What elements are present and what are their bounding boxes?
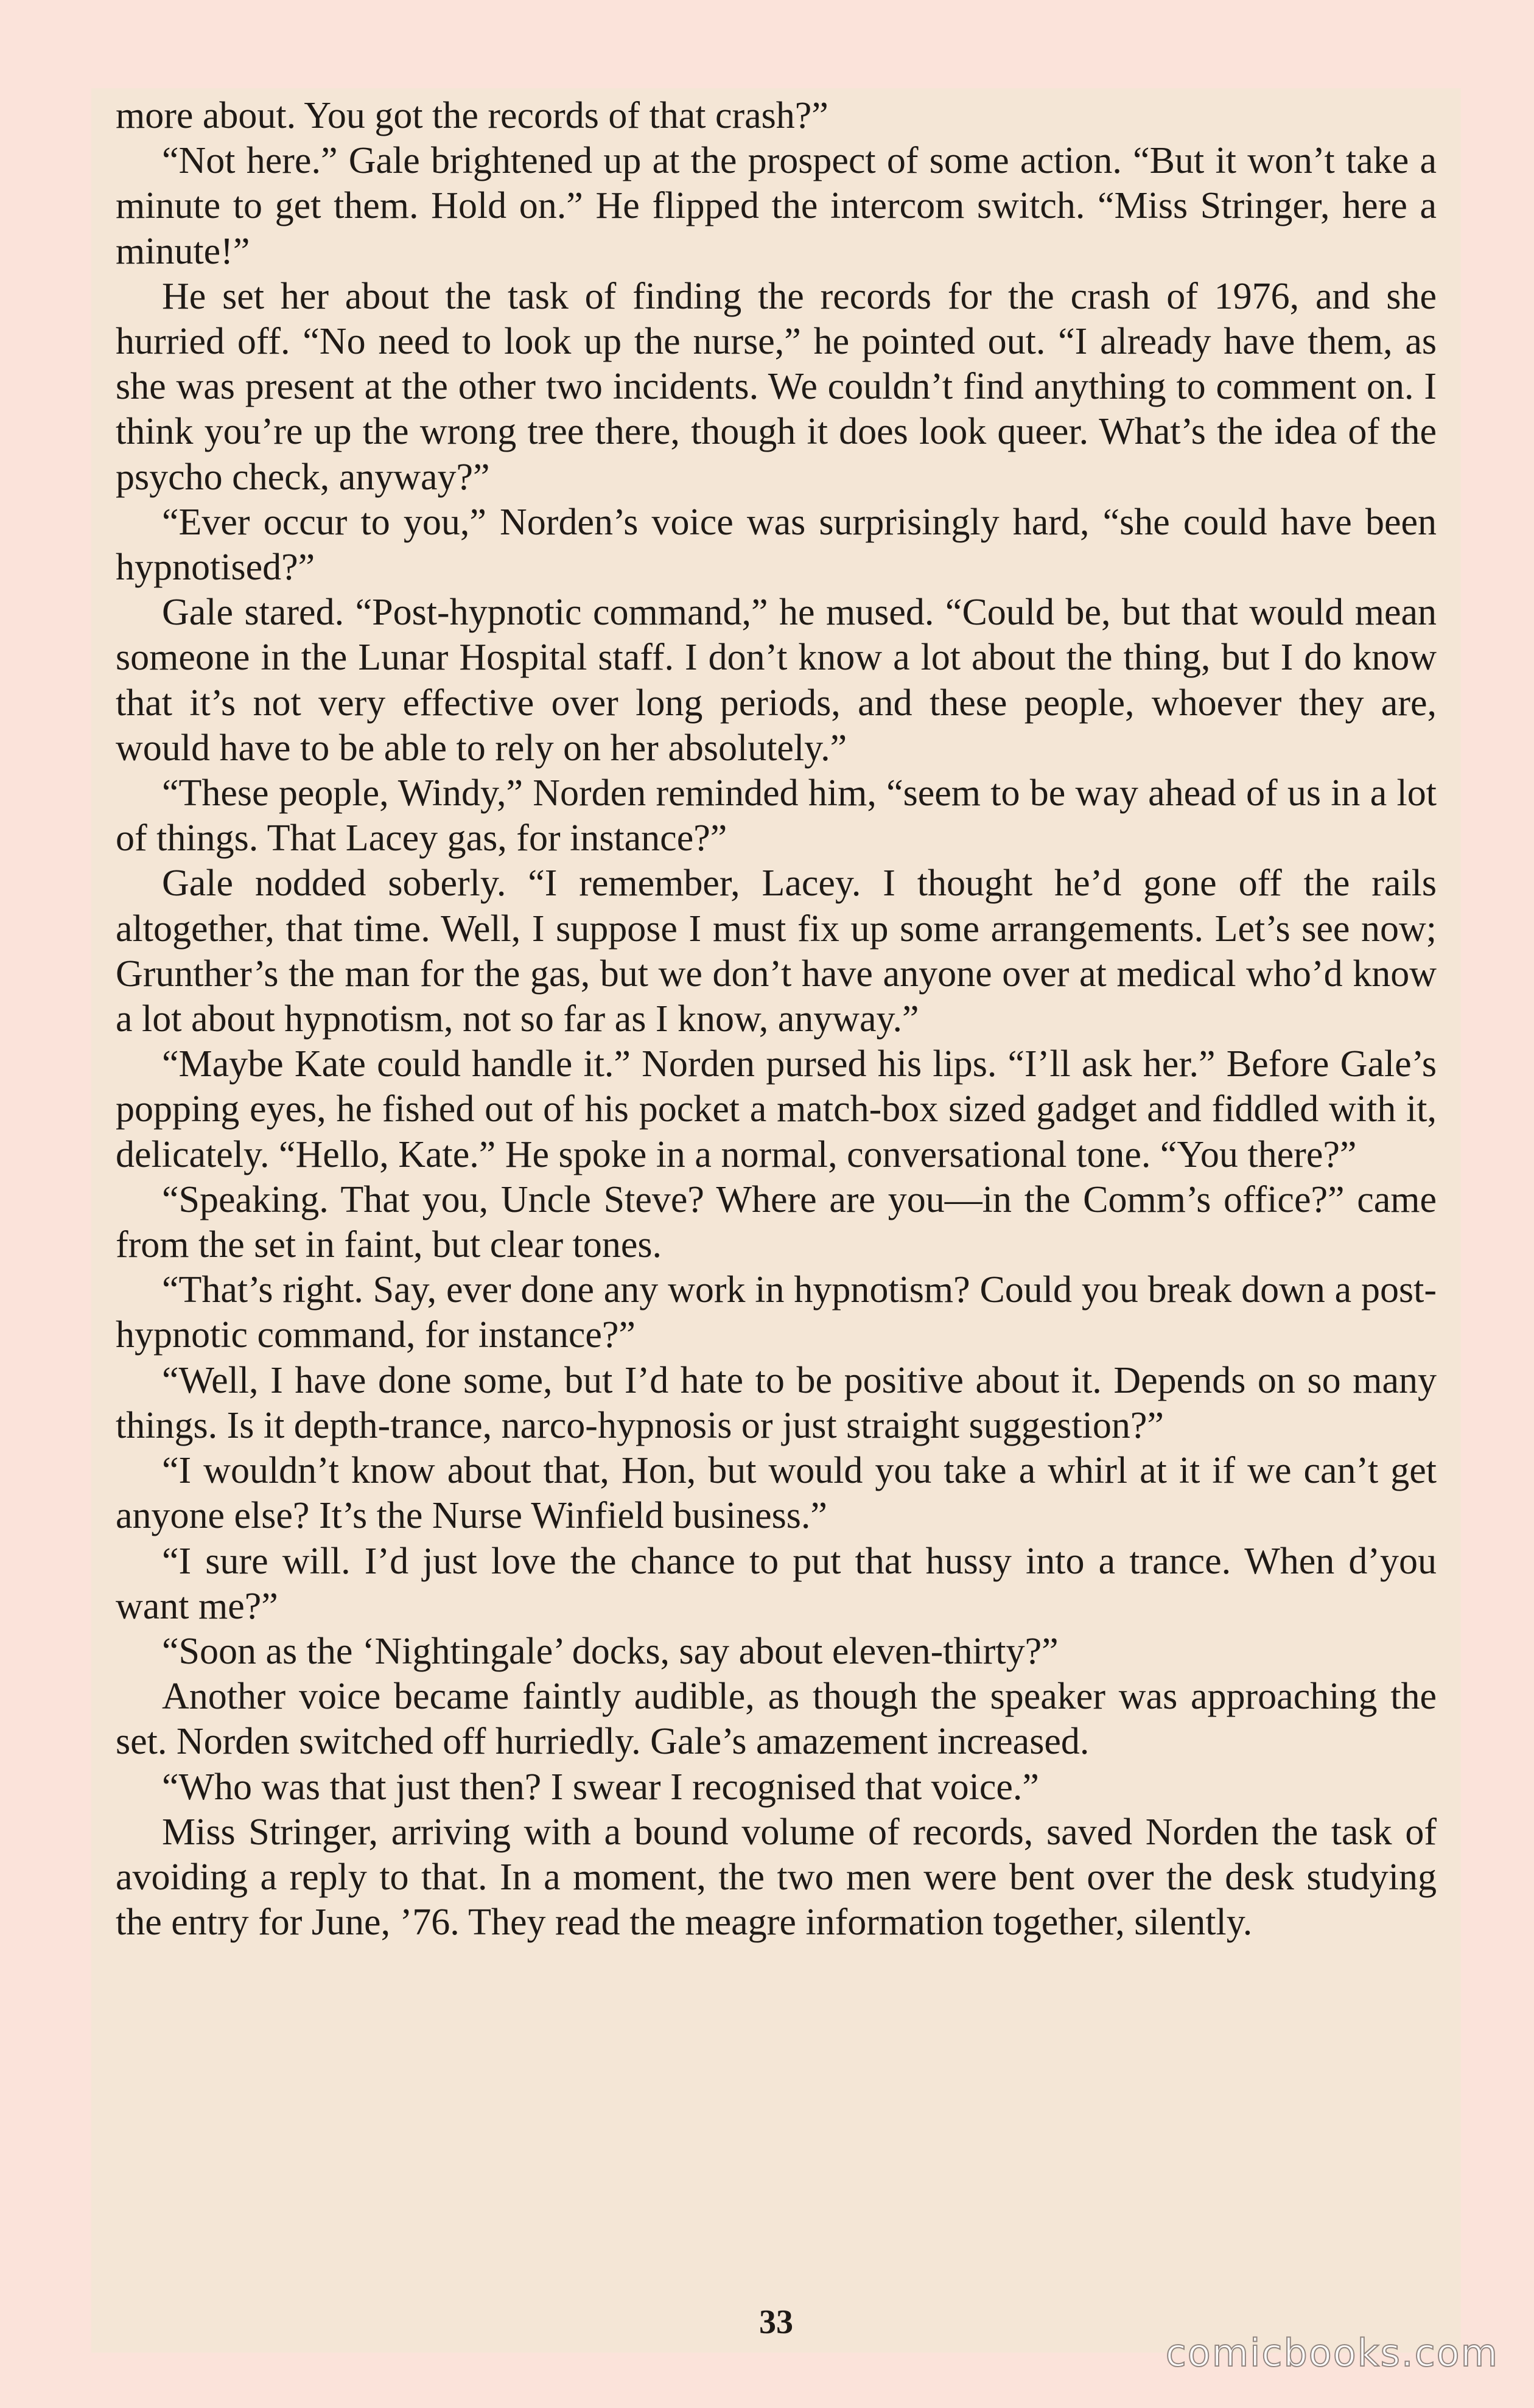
paragraph: He set her about the task of finding the records for the crash of 1976, and she hurried off. “No need to look up the nurse,” he pointed out. “I already have them, as she was present at the other two incidents. We couldn’t find anything to comment on. I think you’re up the wrong tree there, though it does look queer. What’s the idea of the psycho check, anyway?”	[116, 275, 1437, 498]
paragraph: “I wouldn’t know about that, Hon, but would you take a whirl at it if we can’t get anyone else? It’s the Nurse Winfield business.”	[116, 1450, 1437, 1537]
paragraph: “I sure will. I’d just love the chance to put that hussy into a trance. When d’you want me?”	[116, 1540, 1437, 1627]
paragraph: Gale stared. “Post-hypnotic command,” he mused. “Could be, but that would mean someone in the Lunar Hospital staff. I don’t know a lot about the thing, but I do know that it’s not very effective over long periods, and these people, whoever they are, would have to be able to rely on her absolutely.”	[116, 592, 1437, 769]
paragraph: “These people, Windy,” Norden reminded him, “seem to be way ahead of us in a lot of things. That Lacey gas, for instance?”	[116, 772, 1437, 859]
book-page	[91, 88, 1461, 2353]
site-watermark: comicbooks.com	[1165, 2331, 1499, 2375]
body-text	[116, 93, 1437, 1945]
paragraph: “That’s right. Say, ever done any work in hypnotism? Could you break down a post-hypnotic command, for instance?”	[116, 1269, 1437, 1356]
paragraph: Another voice became faintly audible, as though the speaker was approaching the set. Norden switched off hurriedly. Gale’s amazement increased.	[116, 1676, 1437, 1763]
page-number: 33	[759, 2303, 793, 2341]
paragraph: Miss Stringer, arriving with a bound volume of records, saved Norden the task of avoiding a reply to that. In a moment, the two men were bent over the desk studying the entry for June, ’76. They read the meagre information together, silently.	[116, 1811, 1437, 1944]
paragraph: “Who was that just then? I swear I recognised that voice.”	[162, 1766, 1039, 1808]
paragraph: more about. You got the records of that crash?”	[116, 95, 828, 136]
paragraph: Gale nodded soberly. “I remember, Lacey. I thought he’d gone off the rails altogether, that time. Well, I suppose I must fix up some arrangements. Let’s see now; Grunther’s the man for the gas, but we don’t have anyone over at medical who’d know a lot about hypnotism, not so far as I know, anyway.”	[116, 863, 1437, 1040]
paragraph: “Maybe Kate could handle it.” Norden pursed his lips. “I’ll ask her.” Before Gale’s popping eyes, he fished out of his pocket a match-box sized gadget and fiddled with it, delicately. “Hello, Kate.” He spoke in a normal, conversational tone. “You there?”	[116, 1043, 1437, 1175]
paragraph: “Well, I have done some, but I’d hate to be positive about it. Depends on so many things. Is it depth-trance, narco-hypnosis or just straight suggestion?”	[116, 1359, 1437, 1446]
paragraph: “Not here.” Gale brightened up at the prospect of some action. “But it won’t take a minute to get them. Hold on.” He flipped the intercom switch. “Miss Stringer, here a minute!”	[116, 140, 1437, 272]
paragraph: “Ever occur to you,” Norden’s voice was surprisingly hard, “she could have been hypnotised?”	[116, 501, 1437, 589]
paragraph: “Soon as the ‘Nightingale’ docks, say about eleven-thirty?”	[162, 1630, 1059, 1672]
paragraph: “Speaking. That you, Uncle Steve? Where are you—in the Comm’s office?” came from the set in faint, but clear tones.	[116, 1178, 1437, 1266]
